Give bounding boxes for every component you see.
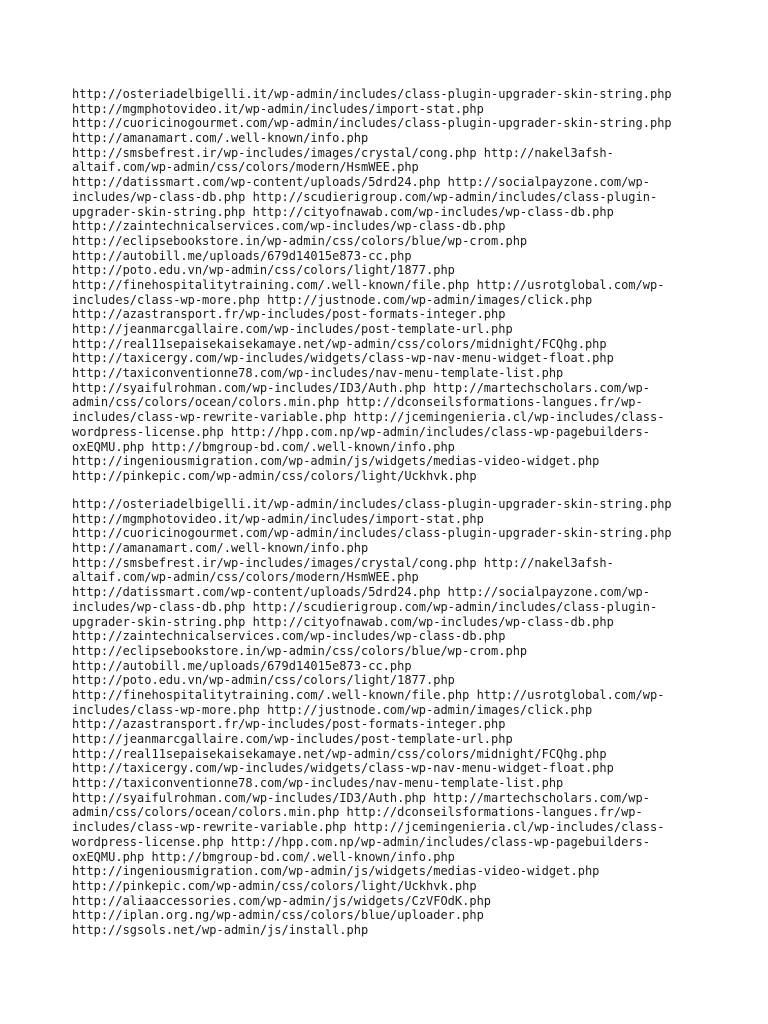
url-line: upgrader-skin-string.php http://cityofnawab.com/wp-includes/wp-class-db.php (72, 204, 614, 219)
url-line: includes/wp-class-db.php http://scudierigroup.com/wp-admin/includes/class-plugin- (72, 599, 658, 614)
url-line: http://taxiconventionne78.com/wp-includes/nav-menu-template-list.php (72, 366, 564, 381)
url-line: http://jeanmarcgallaire.com/wp-includes/post-template-url.php (72, 732, 513, 746)
url-line: http://sgsols.net/wp-admin/js/install.php (72, 922, 369, 937)
url-line: http://real11sepaisekaisekamaye.net/wp-admin/css/colors/midnight/FCQhg.php (72, 336, 607, 351)
url-line: http://syaifulrohman.com/wp-includes/ID3/Auth.php http://martechscholars.com/wp- (72, 790, 650, 805)
url-line: http://jeanmarcgallaire.com/wp-includes/post-template-url.php (72, 322, 513, 336)
url-line: http://autobill.me/uploads/679d14015e873-cc.php (72, 658, 412, 673)
url-line: http://real11sepaisekaisekamaye.net/wp-admin/css/colors/midnight/FCQhg.php (72, 746, 607, 761)
url-line: http://aliaaccessories.com/wp-admin/js/widgets/CzVFOdK.php (72, 893, 492, 908)
url-line: http://poto.edu.vn/wp-admin/css/colors/light/1877.php (72, 673, 455, 688)
url-line: http://pinkepic.com/wp-admin/css/colors/light/Uckhvk.php (72, 878, 477, 893)
url-line: http://azastransport.fr/wp-includes/post-formats-integer.php (72, 717, 506, 732)
url-line: http://azastransport.fr/wp-includes/post-formats-integer.php (72, 307, 506, 322)
url-line: http://iplan.org.ng/wp-admin/css/colors/blue/uploader.php (72, 908, 484, 923)
url-line: http://poto.edu.vn/wp-admin/css/colors/light/1877.php (72, 263, 455, 278)
url-line: includes/class-wp-more.php http://justnode.com/wp-admin/images/click.php (72, 292, 593, 307)
url-line: oxEQMU.php http://bmgroup-bd.com/.well-known/info.php (72, 439, 455, 454)
url-line: http://taxicergy.com/wp-includes/widgets/class-wp-nav-menu-widget-float.php (72, 351, 614, 366)
url-line: http://zaintechnicalservices.com/wp-includes/wp-class-db.php (72, 629, 506, 644)
url-line: http://osteriadelbigelli.it/wp-admin/includes/class-plugin-upgrader-skin-string.php (72, 497, 672, 511)
url-line: includes/class-wp-more.php http://justnode.com/wp-admin/images/click.php (72, 702, 593, 717)
url-list-block-2 (72, 497, 712, 938)
url-line: http://finehospitalitytraining.com/.well-known/file.php http://usrotglobal.com/wp- (72, 687, 665, 702)
url-list-block-1 (72, 87, 712, 484)
url-line: http://datissmart.com/wp-content/uploads/5drd24.php http://socialpayzone.com/wp- (72, 585, 650, 600)
url-line: altaif.com/wp-admin/css/colors/modern/HsmWEE.php (72, 160, 419, 175)
url-line: includes/class-wp-rewrite-variable.php http://jcemingenieria.cl/wp-includes/class- (72, 820, 665, 835)
url-line: includes/class-wp-rewrite-variable.php http://jcemingenieria.cl/wp-includes/class- (72, 410, 665, 425)
url-line: http://ingeniousmigration.com/wp-admin/js/widgets/medias-video-widget.php (72, 864, 600, 879)
url-line: http://ingeniousmigration.com/wp-admin/js/widgets/medias-video-widget.php (72, 454, 600, 469)
url-line: wordpress-license.php http://hpp.com.np/wp-admin/includes/class-wp-pagebuilders- (72, 834, 650, 849)
url-line: http://taxiconventionne78.com/wp-includes/nav-menu-template-list.php (72, 776, 564, 791)
url-line: http://mgmphotovideo.it/wp-admin/includes/import-stat.php (72, 101, 484, 116)
url-line: http://eclipsebookstore.in/wp-admin/css/colors/blue/wp-crom.php (72, 643, 528, 658)
url-line: http://autobill.me/uploads/679d14015e873-cc.php (72, 248, 412, 263)
url-line: http://amanamart.com/.well-known/info.php (72, 131, 369, 146)
url-line: http://syaifulrohman.com/wp-includes/ID3/Auth.php http://martechscholars.com/wp- (72, 380, 650, 395)
url-line: http://zaintechnicalservices.com/wp-includes/wp-class-db.php (72, 219, 506, 234)
url-line: http://cuoricinogourmet.com/wp-admin/includes/class-plugin-upgrader-skin-string.php (72, 526, 672, 541)
url-line: http://smsbefrest.ir/wp-includes/images/crystal/cong.php http://nakel3afsh- (72, 145, 614, 160)
url-line: http://smsbefrest.ir/wp-includes/images/crystal/cong.php http://nakel3afsh- (72, 555, 614, 570)
url-line: http://datissmart.com/wp-content/uploads/5drd24.php http://socialpayzone.com/wp- (72, 175, 650, 190)
url-line: admin/css/colors/ocean/colors.min.php http://dconseilsformations-langues.fr/wp- (72, 395, 643, 410)
url-line: http://amanamart.com/.well-known/info.php (72, 541, 369, 556)
url-line: http://pinkepic.com/wp-admin/css/colors/light/Uckhvk.php (72, 468, 477, 483)
url-line: upgrader-skin-string.php http://cityofnawab.com/wp-includes/wp-class-db.php (72, 614, 614, 629)
url-line: includes/wp-class-db.php http://scudierigroup.com/wp-admin/includes/class-plugin- (72, 189, 658, 204)
url-line: altaif.com/wp-admin/css/colors/modern/HsmWEE.php (72, 570, 419, 585)
url-line: admin/css/colors/ocean/colors.min.php http://dconseilsformations-langues.fr/wp- (72, 805, 643, 820)
url-line: http://taxicergy.com/wp-includes/widgets/class-wp-nav-menu-widget-float.php (72, 761, 614, 776)
url-line: http://finehospitalitytraining.com/.well-known/file.php http://usrotglobal.com/wp- (72, 277, 665, 292)
url-line: oxEQMU.php http://bmgroup-bd.com/.well-known/info.php (72, 849, 455, 864)
url-line: http://eclipsebookstore.in/wp-admin/css/colors/blue/wp-crom.php (72, 233, 528, 248)
url-line: wordpress-license.php http://hpp.com.np/wp-admin/includes/class-wp-pagebuilders- (72, 424, 650, 439)
url-line: http://mgmphotovideo.it/wp-admin/includes/import-stat.php (72, 511, 484, 526)
url-line: http://osteriadelbigelli.it/wp-admin/includes/class-plugin-upgrader-skin-string.php (72, 87, 672, 101)
url-line: http://cuoricinogourmet.com/wp-admin/includes/class-plugin-upgrader-skin-string.php (72, 116, 672, 131)
